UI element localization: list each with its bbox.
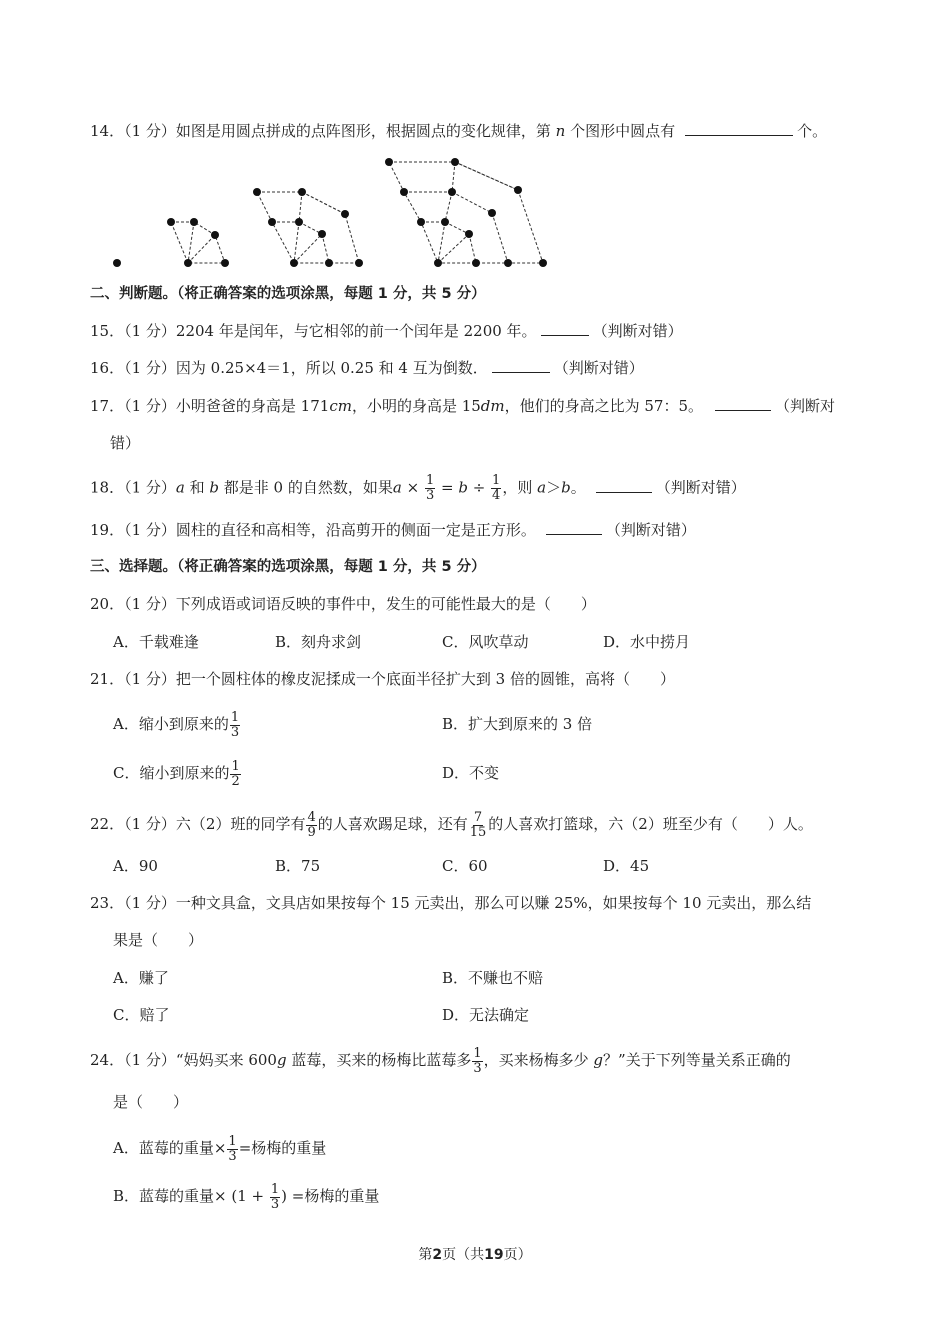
q20-option-c[interactable]: C．风吹草动 bbox=[442, 633, 529, 651]
q21-option-c[interactable] bbox=[113, 757, 242, 789]
q21-a-fraction bbox=[230, 711, 240, 740]
q22-option-a[interactable]: A．90 bbox=[113, 857, 158, 875]
q16-text: 16．（1 分）因为 0.25×4＝1，所以 0.25 和 4 互为倒数． bbox=[90, 359, 488, 377]
q21-option-d[interactable]: D．不变 bbox=[442, 764, 500, 782]
q22-text-c: 的人喜欢打篮球，六（2）班至少有（ ）人。 bbox=[488, 815, 813, 833]
q18-f2-den: 4 bbox=[492, 488, 501, 503]
question-21: 21．（1 分）把一个圆柱体的橡皮泥揉成一个底面半径扩大到 3 倍的圆锥，高将（ ） bbox=[90, 670, 675, 688]
q15-tail: （判断对错） bbox=[592, 322, 683, 340]
q24-unit-g2: g bbox=[593, 1051, 604, 1069]
page-footer bbox=[0, 1244, 950, 1264]
q22-option-c[interactable]: C．60 bbox=[442, 857, 488, 875]
q21-a-den: 3 bbox=[230, 724, 240, 740]
q24-b-fraction bbox=[270, 1183, 280, 1212]
q18-f1-den: 3 bbox=[425, 488, 435, 503]
q18-text-d: ，则 bbox=[502, 478, 538, 497]
q23-option-a[interactable]: A．赚了 bbox=[113, 969, 169, 987]
q18-eq: = bbox=[436, 478, 459, 497]
question-24-line1 bbox=[90, 1044, 791, 1076]
q18-var-a2: a bbox=[537, 478, 547, 497]
q21-a-text: A．缩小到原来的 bbox=[113, 715, 229, 733]
q22-f1-den: 9 bbox=[307, 824, 316, 840]
q20-option-d[interactable]: D．水中捞月 bbox=[603, 633, 691, 651]
q18-times: × bbox=[401, 478, 424, 497]
q18-var-a: a bbox=[175, 478, 185, 497]
q18-text-e: 。 bbox=[570, 478, 586, 497]
q24-f-num: 1 bbox=[473, 1045, 482, 1061]
q17-answer-blank[interactable] bbox=[715, 396, 771, 411]
dot-pattern-figure bbox=[100, 150, 560, 275]
q18-var-b: b bbox=[209, 478, 220, 497]
question-16 bbox=[90, 358, 644, 378]
q14-text-c: 个。 bbox=[797, 122, 828, 140]
q19-tail: （判断对错） bbox=[605, 521, 696, 539]
q24-a-fraction bbox=[227, 1135, 237, 1164]
q18-text-a: 18．（1 分） bbox=[90, 478, 176, 497]
question-14 bbox=[90, 121, 827, 141]
q17-tail: （判断对 bbox=[775, 397, 836, 415]
q18-text-b: 和 bbox=[184, 478, 210, 497]
q23-option-b[interactable]: B．不赚也不赔 bbox=[442, 969, 544, 987]
q21-a-num: 1 bbox=[230, 709, 240, 725]
question-20: 20．（1 分）下列成语或词语反映的事件中，发生的可能性最大的是（ ） bbox=[90, 595, 596, 613]
q14-answer-blank[interactable] bbox=[685, 121, 793, 136]
section-2-heading: 二、判断题。（将正确答案的选项涂黑，每题 1 分，共 5 分） bbox=[90, 286, 486, 302]
q21-option-b[interactable]: B．扩大到原来的 3 倍 bbox=[442, 715, 593, 733]
q15-answer-blank[interactable] bbox=[541, 321, 589, 336]
q24-option-b[interactable] bbox=[113, 1180, 379, 1212]
q22-f2-num: 7 bbox=[473, 809, 483, 825]
q24-unit-g: g bbox=[276, 1051, 287, 1069]
question-17 bbox=[90, 396, 835, 416]
q14-text-a: 14．（1 分）如图是用圆点拼成的点阵图形，根据圆点的变化规律，第 bbox=[90, 122, 556, 140]
q24-text-a: 24．（1 分）“妈妈买来 600 bbox=[90, 1051, 277, 1069]
q17-unit-dm: dm bbox=[480, 397, 505, 415]
question-18 bbox=[90, 474, 746, 503]
q18-div: ÷ bbox=[467, 478, 491, 497]
q24-f-den: 3 bbox=[473, 1060, 482, 1076]
question-19 bbox=[90, 520, 696, 540]
q18-f1-num: 1 bbox=[425, 473, 435, 488]
q21-option-a[interactable] bbox=[113, 708, 241, 740]
q24-b-den: 3 bbox=[270, 1196, 280, 1212]
q24-a-num: 1 bbox=[228, 1133, 237, 1149]
q14-text-b: 个图形中圆点有 bbox=[565, 122, 676, 140]
question-15 bbox=[90, 321, 683, 341]
q24-a-text-b: =杨梅的重量 bbox=[238, 1139, 327, 1157]
q18-tail: （判断对错） bbox=[655, 478, 746, 497]
q24-b-text: B．蓝莓的重量× (1 + bbox=[113, 1187, 269, 1205]
section-3-heading: 三、选择题。（将正确答案的选项涂黑，每题 1 分，共 5 分） bbox=[90, 559, 486, 575]
q20-option-a[interactable]: A．千载难逢 bbox=[113, 633, 199, 651]
footer-text-b: 页（共 bbox=[442, 1247, 485, 1263]
q22-fraction-1 bbox=[306, 811, 316, 840]
q19-text: 19．（1 分）圆柱的直径和高相等，沿高剪开的侧面一定是正方形。 bbox=[90, 521, 536, 539]
q24-fraction bbox=[472, 1047, 482, 1076]
q24-text-d: ？”关于下列等量关系正确的 bbox=[603, 1051, 791, 1069]
q21-c-num: 1 bbox=[231, 758, 240, 774]
q23-option-d[interactable]: D．无法确定 bbox=[442, 1006, 530, 1024]
question-23-line1: 23．（1 分）一种文具盒，文具店如果按每个 15 元卖出，那么可以赚 25%，如果按每个 10 元卖出，那么结 bbox=[90, 894, 812, 912]
q19-answer-blank[interactable] bbox=[546, 520, 602, 535]
q17-text-c: ，他们的身高之比为 57：5。 bbox=[504, 397, 704, 415]
q24-b-num: 1 bbox=[270, 1181, 280, 1197]
q22-text-a: 22．（1 分）六（2）班的同学有 bbox=[90, 815, 306, 833]
q16-tail: （判断对错） bbox=[553, 359, 644, 377]
footer-text-a: 第 bbox=[418, 1247, 433, 1263]
q24-text-c: ，买来杨梅多少 bbox=[483, 1051, 594, 1069]
q18-math-b: b bbox=[458, 478, 468, 497]
q24-option-a[interactable] bbox=[113, 1132, 326, 1164]
q22-f2-den: 15 bbox=[469, 824, 487, 840]
q17-unit-cm: cm bbox=[329, 397, 352, 415]
q17-text-b: ，小明的身高是 15 bbox=[351, 397, 481, 415]
q24-a-text: A．蓝莓的重量× bbox=[113, 1139, 227, 1157]
q18-answer-blank[interactable] bbox=[596, 478, 652, 493]
q21-c-text: C．缩小到原来的 bbox=[113, 764, 230, 782]
q18-fraction-2 bbox=[491, 474, 501, 503]
q17-text-a: 17．（1 分）小明爸爸的身高是 171 bbox=[90, 397, 330, 415]
question-22 bbox=[90, 808, 813, 840]
q20-option-b[interactable]: B．刻舟求剑 bbox=[275, 633, 362, 651]
q18-f2-num: 1 bbox=[492, 473, 501, 488]
footer-page-number: 2 bbox=[432, 1247, 443, 1263]
q21-c-den: 2 bbox=[231, 773, 240, 789]
footer-text-c: 页） bbox=[503, 1247, 532, 1263]
q22-text-b: 的人喜欢踢足球，还有 bbox=[317, 815, 468, 833]
question-23-line2: 果是（ ） bbox=[113, 931, 204, 949]
q16-answer-blank[interactable] bbox=[492, 358, 550, 373]
q18-text-c: 都是非 0 的自然数，如果 bbox=[219, 478, 393, 497]
q24-a-den: 3 bbox=[228, 1148, 237, 1164]
q24-b-text-b: ) =杨梅的重量 bbox=[281, 1187, 380, 1205]
q18-var-b2: b bbox=[561, 478, 571, 497]
q21-c-fraction bbox=[230, 760, 240, 789]
q22-fraction-2 bbox=[469, 811, 488, 840]
q14-var-n: n bbox=[555, 122, 566, 140]
question-24-line2: 是（ ） bbox=[113, 1093, 189, 1111]
q18-gt: ＞ bbox=[546, 478, 562, 497]
q22-option-d[interactable]: D．45 bbox=[603, 857, 650, 875]
q18-math-a: a bbox=[392, 478, 402, 497]
footer-total-pages: 19 bbox=[484, 1247, 504, 1263]
q24-text-b: 蓝莓，买来的杨梅比蓝莓多 bbox=[286, 1051, 472, 1069]
q22-option-b[interactable]: B．75 bbox=[275, 857, 321, 875]
q15-text: 15．（1 分）2204 年是闰年，与它相邻的前一个闰年是 2200 年。 bbox=[90, 322, 537, 340]
question-17-line2: 错） bbox=[110, 434, 141, 452]
q23-option-c[interactable]: C．赔了 bbox=[113, 1006, 170, 1024]
q22-f1-num: 4 bbox=[307, 809, 316, 825]
q18-fraction-1 bbox=[425, 474, 435, 503]
